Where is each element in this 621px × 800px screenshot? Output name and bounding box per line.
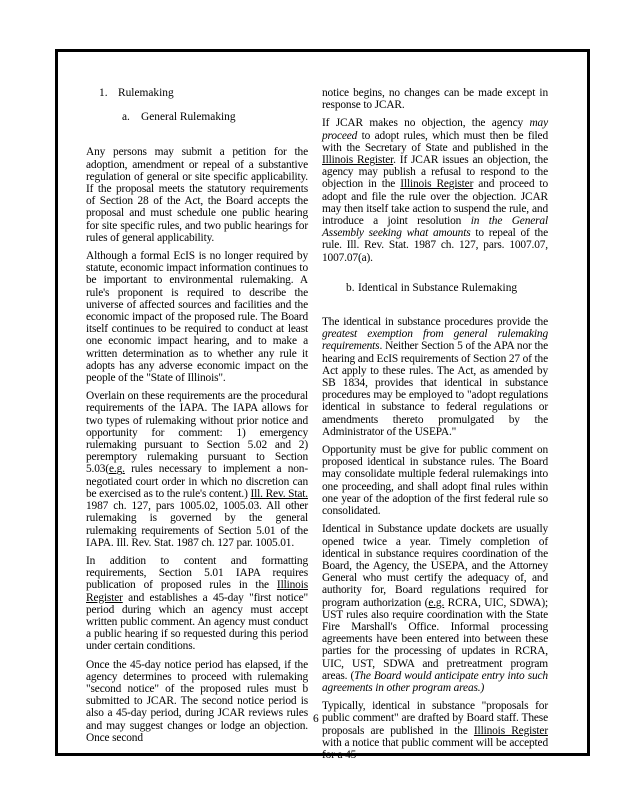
subsection-letter: a. (122, 111, 130, 124)
italic-text: greatest exemption from general rulemaking requirements (322, 328, 548, 353)
text-run: to repeal of the rule. Ill. Rev. Stat. 1987 ch. 127, pars. 1007.07, 1007.07(a). (322, 227, 548, 264)
underlined-text: e.g. (428, 596, 445, 609)
text-run: Identical in Substance update dockets are usually opened twice a year. Timely completion of identical in substance requires coordination of the Board, the Agency, the USEPA, and the Attorney General who must certify the adequacy of, and authority for, Board regulations required for program authorization ( (322, 523, 548, 609)
text-run: . Neither Section 5 of the APA nor the hearing and EcIS requirements of Section 27 of the Act apply to these rules. The Act, as amended by SB 1834, provides that identical in substance procedures may be employed to "adopt regulations identical in substance to federal regulations or amendments thereto promulgated by the Administrator of the USEPA." (322, 340, 548, 438)
text-run: If JCAR makes no objection, the agency (322, 117, 530, 130)
subsection-letter: b. (346, 281, 355, 294)
subsection-title: Identical in Substance Rulemaking (358, 281, 518, 294)
left-column (86, 87, 308, 750)
text-run: and proceed to adopt and file the rule over the objection. JCAR may then itself take action to suspend the rule, and introduce a joint resolution (322, 178, 548, 228)
text-run: Any persons may submit a petition for the adoption, amendment or repeal of a substantive regulation of general or site specific applicability. If the proposal meets the statutory requirements of Section 28 of the Act, the Board accepts the proposal and must schedule one public hearing for site specific rules, and two public hearings for rules of general applicability. (86, 146, 308, 244)
underlined-text: Illinois Register (473, 724, 548, 737)
underlined-text: Illinois Register (86, 579, 308, 604)
italic-text: may proceed (322, 117, 548, 142)
paragraph (322, 316, 548, 438)
text-run: with a notice that public comment will be accepted for a 45 (322, 736, 548, 761)
right-column (322, 87, 548, 767)
text-run: Once the 45-day notice period has elapsed, if the agency determines to proceed with rulemaking "second notice" of the proposed rules must b submitted to JCAR. The second notice period is also a 45-day period, during JCAR reviews rules and may suggest changes or lodge an objection. Once second (86, 658, 308, 744)
text-run: rules necessary to implement a non-negotiated court order in which no discretion can be exercised as to the rule's content.) (86, 463, 308, 500)
paragraph (86, 146, 308, 244)
text-run: and establishes a 45-day "first notice" period during which an agency must accept written public comment. An agency must conduct a public hearing if so requested during this period under certain conditions. (86, 591, 308, 653)
paragraph (86, 659, 308, 744)
page-number: 6 (313, 713, 319, 725)
section-number: 1. (99, 87, 108, 99)
paragraph (86, 250, 308, 384)
text-run: . If JCAR issues an objection, the agency may publish a refusal to respond to the objection in the (322, 154, 549, 191)
underlined-text: Illinois Register (322, 154, 394, 167)
section-heading-rulemaking (99, 87, 308, 99)
paragraph (322, 117, 548, 263)
text-run: Overlain on these requirements are the procedural requirements of the IAPA. The IAPA allows for two types of rulemaking without prior notice and opportunity for comment: 1) emergency rulemaking pursuant to Section 5.02 and 2) peremptory rulemaking pursuant to Section 5.03( (86, 390, 308, 476)
paragraph (322, 523, 548, 694)
text-run: Opportunity must be give for public comment on proposed identical in substance rules. The Board may consolidate multiple federal rulemakings into one proceeding, and shall adopt final rules within one year of the adoption of the first federal rule so consolidated. (322, 444, 548, 518)
underlined-text: e.g. (108, 463, 125, 476)
underlined-text: Ill. Rev. Stat. (250, 487, 308, 500)
paragraph (86, 390, 308, 549)
italic-text: The Board would anticipate entry into such agreements in other program areas.) (322, 669, 548, 694)
underlined-text: Illinois Register (400, 178, 474, 191)
text-run: Typically, identical in substance "proposals for public comment" are drafted by Board staff. These proposals are published in the (322, 700, 548, 737)
subsection-heading-general (122, 111, 308, 123)
paragraph (86, 555, 308, 653)
text-run: Although a formal EcIS is no longer required by statute, economic impact information continues to be important to environmental rulemaking. A rule's proponent is required to describe the universe of affected sources and facilities and the economic impact of the proposed rule. The Board itself continues to be required to conduct at least one economic impact hearing, and to make a written determination as to whether any rule it adopts has any adverse economic impact on the people of the "State of Illinois". (86, 250, 308, 385)
subsection-title: General Rulemaking (141, 111, 236, 124)
text-run: The identical in substance procedures provide the (322, 316, 548, 329)
text-run: 1987 ch. 127, pars 1005.02, 1005.03. All other rulemaking is governed by the general rulemaking requirements of Section 5.01 of the IAPA. Ill. Rev. Stat. 1987 ch. 127 par. 1005.01. (86, 500, 308, 549)
paragraph (322, 87, 548, 111)
italic-text: in the General Assembly seeking what amounts (322, 215, 548, 240)
section-title: Rulemaking (118, 87, 174, 99)
subsection-heading-identical (346, 282, 548, 294)
text-run: In addition to content and formatting requirements, Section 5.01 IAPA requires publication of proposed rules in the (86, 554, 308, 592)
paragraph (322, 700, 548, 761)
text-run: RCRA, UIC, SDWA); UST rules also require coordination with the State Fire Marshall's Office. Informal processing agreements have been entered into between these parties for the processing of updates in RCRA, UIC, UST, SDWA and pretreatment program areas. ( (322, 596, 548, 682)
text-run: notice begins, no changes can be made except in response to JCAR. (322, 87, 548, 112)
text-run: to adopt rules, which must then be filed with the Secretary of State and published in the (322, 129, 548, 154)
paragraph (322, 444, 548, 517)
